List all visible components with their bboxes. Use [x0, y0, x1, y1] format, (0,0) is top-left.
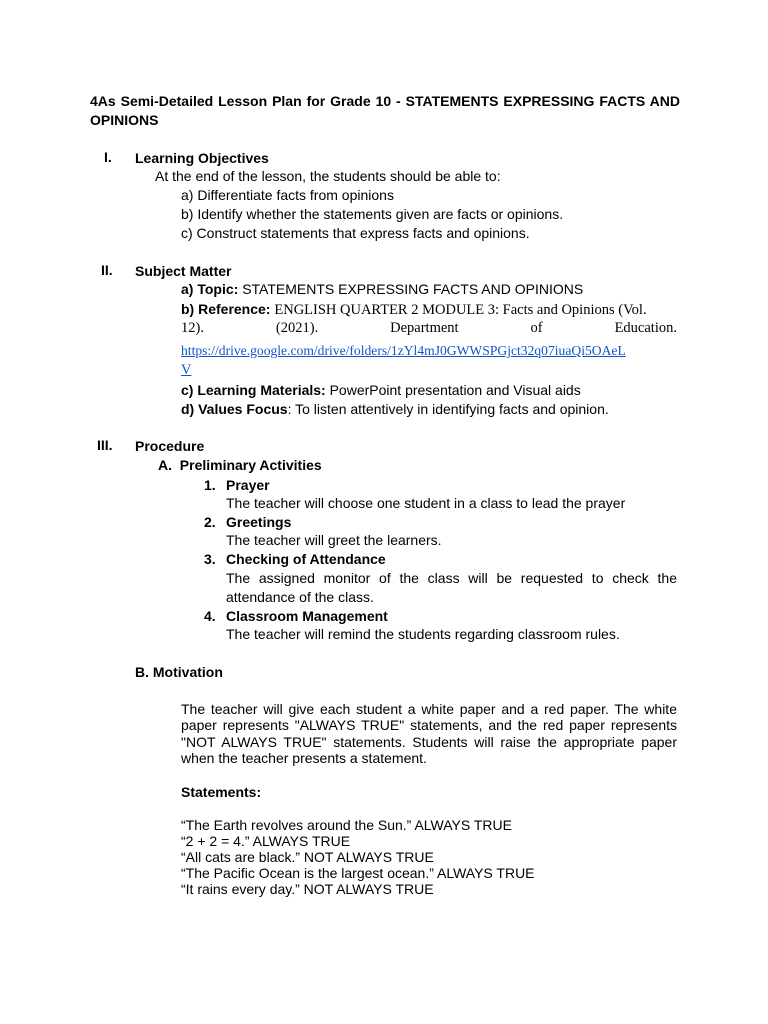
topic-line	[181, 280, 583, 299]
section-3-numeral: III.	[97, 437, 113, 453]
activity-description: The teacher will choose one student in a class to lead the prayer	[226, 495, 626, 511]
section-2-heading: Subject Matter	[135, 263, 232, 279]
activity-description: The teacher will remind the students regarding classroom rules.	[226, 626, 620, 642]
activity-description: The teacher will greet the learners.	[226, 532, 442, 548]
activity-title: Prayer	[226, 477, 270, 493]
statements-label: Statements:	[181, 784, 262, 800]
values-label: d) Values Focus	[181, 401, 288, 417]
reference-label: b) Reference:	[181, 301, 271, 317]
reference-link-continuation[interactable]: V	[181, 362, 192, 378]
statement-item: “2 + 2 = 4.” ALWAYS TRUE	[181, 833, 351, 849]
topic-label: a) Topic:	[181, 281, 239, 297]
reference-word: (2021).	[275, 320, 319, 336]
reference-line	[181, 300, 647, 320]
subsection-a-heading: A. Preliminary Activities	[158, 457, 322, 473]
section-1-heading: Learning Objectives	[135, 150, 269, 166]
objective-item: a) Differentiate facts from opinions	[181, 187, 394, 203]
motivation-paragraph: The teacher will give each student a white paper and a red paper. The white paper represents "ALWAYS TRUE" statements, and the red paper represents "NOT ALWAYS TRUE" statements. Students will raise the appropriate paper when the teacher presents a statement.	[181, 701, 677, 767]
section-2-numeral: II.	[101, 262, 113, 278]
subsection-b-heading: B. Motivation	[135, 664, 223, 680]
reference-word: Department	[390, 320, 459, 336]
activity-title: Checking of Attendance	[226, 551, 386, 567]
reference-link[interactable]: https://drive.google.com/drive/folders/1zYl4mJ0GWWSPGjct32q07iuaQi5OAeL	[181, 343, 626, 358]
values-value: : To listen attentively in identifying facts and opinion.	[287, 401, 609, 417]
activity-description-continuation: attendance of the class.	[226, 589, 374, 605]
document-title: 4As Semi-Detailed Lesson Plan for Grade 10 - STATEMENTS EXPRESSING FACTS AND OPINIONS	[90, 93, 680, 128]
activity-number: 4.	[204, 608, 216, 624]
reference-word: of	[530, 320, 543, 336]
reference-word: Education.	[614, 320, 677, 336]
activity-number: 2.	[204, 514, 216, 530]
activity-title: Greetings	[226, 514, 292, 530]
reference-continuation	[181, 320, 677, 337]
statement-item: “The Pacific Ocean is the largest ocean.” ALWAYS TRUE	[181, 865, 535, 881]
reference-word: 12).	[181, 320, 204, 336]
materials-label: c) Learning Materials:	[181, 382, 326, 398]
values-line	[181, 400, 609, 419]
section-1-numeral: I.	[104, 149, 112, 165]
activity-title: Classroom Management	[226, 608, 388, 624]
section-3-heading: Procedure	[135, 438, 205, 454]
activity-number: 1.	[204, 477, 216, 493]
materials-value: PowerPoint presentation and Visual aids	[329, 382, 581, 398]
objectives-intro: At the end of the lesson, the students should be able to:	[155, 168, 501, 184]
materials-line	[181, 381, 581, 400]
activity-description: The assigned monitor of the class will be requested to check the	[226, 570, 677, 586]
statement-item: “The Earth revolves around the Sun.” ALWAYS TRUE	[181, 817, 512, 833]
reference-text: ENGLISH QUARTER 2 MODULE 3: Facts and Opinions (Vol.	[274, 302, 647, 318]
objective-item: c) Construct statements that express facts and opinions.	[181, 225, 530, 241]
activity-number: 3.	[204, 551, 216, 567]
topic-value: STATEMENTS EXPRESSING FACTS AND OPINIONS	[242, 281, 584, 297]
statement-item: “All cats are black.” NOT ALWAYS TRUE	[181, 849, 434, 865]
statement-item: “It rains every day.” NOT ALWAYS TRUE	[181, 881, 434, 897]
objective-item: b) Identify whether the statements given are facts or opinions.	[181, 206, 564, 222]
